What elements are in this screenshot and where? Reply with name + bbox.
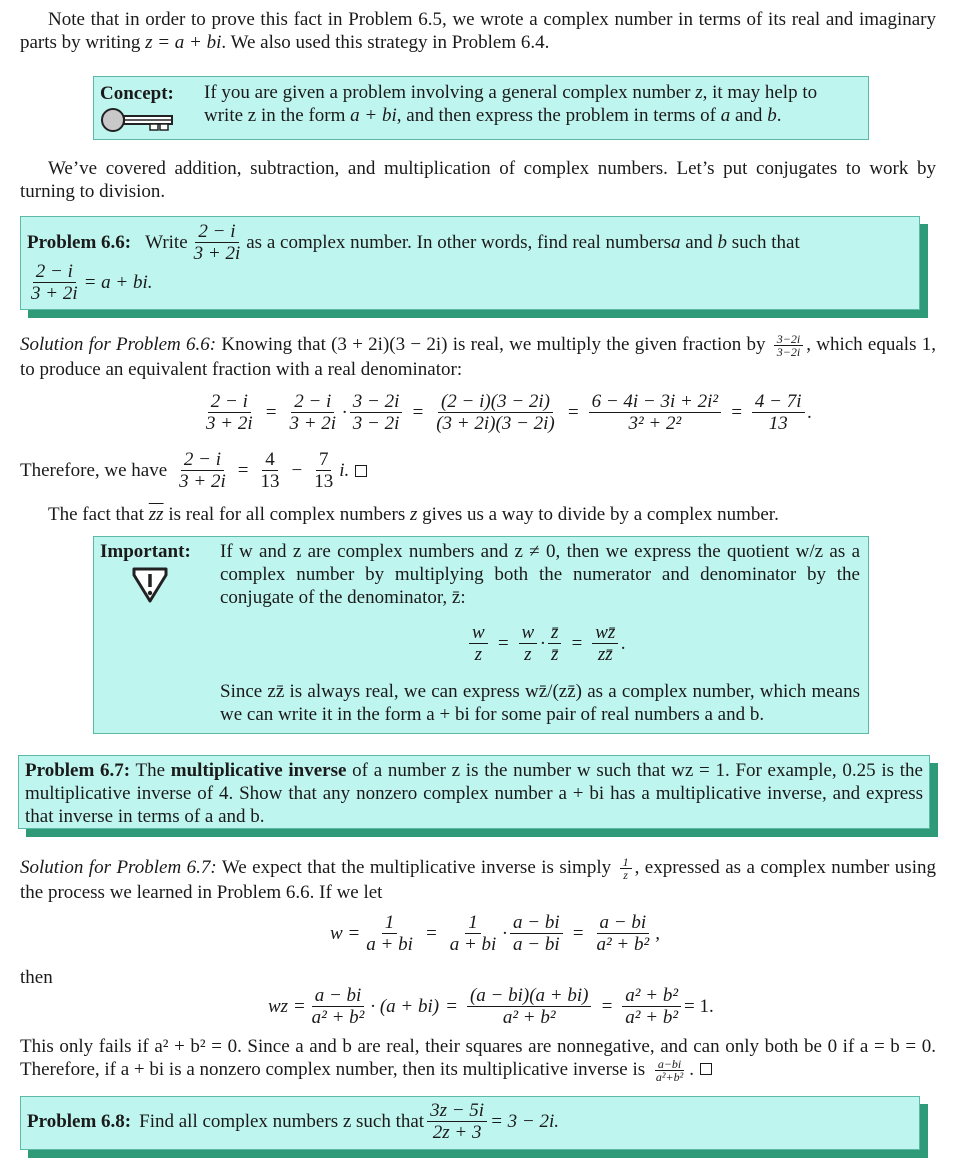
eq-fraction: [447, 912, 500, 955]
conclusion-text: This only fails if a² + b² = 0. Since a and b are real, their squares are nonnegative, and can only both be 0 if a = b = 0. Therefore, if a + bi is a nonzero complex number, then its multiplicative inverse is: [20, 1036, 936, 1080]
therefore-text: Therefore, we have: [20, 460, 168, 481]
numerator: 1: [465, 912, 481, 934]
denominator: 13: [768, 413, 788, 434]
eq-fraction: [203, 391, 256, 434]
problem-6-7-text-2: of a number z is the number w such that wz = 1. For example, 0.25 is the multiplicative inverse of 4. Show that any nonzero complex number a + bi has a multiplicative inverse, and express that inverse in terms of a and b.: [25, 760, 923, 827]
numerator: (a − bi)(a + bi): [467, 985, 592, 1007]
denominator: 3 + 2i: [31, 283, 78, 304]
denominator: 3 + 2i: [289, 413, 337, 434]
denominator: a² + b²: [596, 934, 650, 955]
wz-mid: · (a + bi): [370, 996, 440, 1017]
result-fraction: [311, 449, 336, 492]
concept-label: Concept:: [100, 83, 174, 104]
problem-6-7-term: multiplicative inverse: [170, 760, 347, 781]
problem-6-8-box: [20, 1096, 920, 1150]
eq-fraction: [752, 391, 805, 434]
problem-6-6-fraction-2: [28, 261, 81, 304]
denominator: (3 + 2i)(3 − 2i): [436, 413, 555, 434]
numerator: (2 − i)(3 − 2i): [438, 391, 553, 413]
qed-icon: [355, 465, 367, 477]
eq-fraction: [548, 622, 561, 665]
problem-6-7-text: [25, 759, 923, 828]
solution-6-6-label: Solution for Problem 6.6:: [20, 334, 217, 355]
concept-text-2: , it may help to write z in the form: [204, 82, 818, 126]
eq-fraction: [433, 391, 558, 434]
fact-text-1: The fact that: [48, 504, 149, 525]
solution-6-7-text: [20, 856, 936, 904]
concept-text-5: .: [776, 105, 782, 126]
problem-6-6-text: as a complex number. In other words, find real numbers: [246, 232, 671, 253]
denominator: 3 + 2i: [206, 413, 253, 434]
denominator: z: [524, 644, 532, 665]
numerator: a − bi: [312, 985, 365, 1007]
important-box: [93, 536, 869, 734]
numerator: 4: [262, 449, 278, 471]
problem-6-6-box: [20, 216, 920, 310]
intro-text-end: . We also used this strategy in Problem 6.4.: [221, 32, 550, 53]
numerator: a − bi: [597, 912, 650, 934]
fact-zz: $\overline{zz}$: [148, 504, 164, 525]
wz-lhs: wz =: [268, 996, 306, 1017]
intro-math: z = a + bi: [145, 32, 222, 53]
problem-6-6-fraction: [191, 221, 244, 264]
problem-6-8-label: Problem 6.8:: [27, 1111, 132, 1132]
problem-6-6-line1: [27, 221, 800, 264]
denominator: a² + b²: [311, 1007, 365, 1028]
qed-icon: [700, 1063, 712, 1075]
solution-6-7-label: Solution for Problem 6.7:: [20, 857, 217, 878]
denominator: a² + b²: [625, 1007, 679, 1028]
numerator: 2 − i: [181, 449, 224, 471]
denominator: 3² + 2²: [628, 413, 682, 434]
solution-6-6-text: [20, 333, 936, 381]
numerator: a − bi: [510, 912, 563, 934]
numerator: 7: [316, 449, 332, 471]
problem-6-7-box: [18, 755, 930, 829]
numerator: 3−2i: [774, 333, 803, 346]
denominator: a + bi: [366, 934, 413, 955]
solution-6-7-text-1: We expect that the multiplicative inverse is simply: [216, 857, 617, 878]
eq-fraction: [469, 622, 488, 665]
solution-6-6-text-2: , which equals 1, to produce an equivalent fraction with a real denominator:: [20, 334, 936, 381]
eq-fraction: [350, 391, 403, 434]
division-intro: We’ve covered addition, subtraction, and multiplication of complex numbers. Let’s put conjugates to work by turning to division.: [20, 158, 936, 202]
w-equation: w = $\frac{1}{a + bi}$ = $\frac{1}{a + bi}$ · $\frac{a - bi}{a - bi}$ = $\frac{a - bi}{\text{a² + b²}}$ ,: [330, 912, 660, 955]
key-icon: [100, 107, 176, 133]
concept-text: [204, 81, 860, 127]
numerator: 2 − i: [195, 221, 238, 243]
numerator: 1: [620, 856, 632, 869]
denominator: 3 − 2i: [352, 413, 400, 434]
solution-6-6-equation: $\frac{2 - i}{3 + 2i}$ = $\frac{2 - i}{3 + 2i}$ · $\frac{3 - 2i}{3 - 2i}$ = $\frac{(2 - i)(3 - 2i)}{(3 + 2i)(3 - 2i)}$ = $\frac{\text{6 − 4i − 3i + 2i²}}{\text{3² + 2²}}$ = $\frac{4 - 7i}{13}$ .: [200, 391, 812, 434]
denominator: 13: [260, 471, 280, 492]
numerator: 4 − 7i: [752, 391, 805, 413]
numerator: 6 − 4i − 3i + 2i²: [589, 391, 722, 413]
warning-icon: [130, 565, 170, 605]
numerator: wz̄: [592, 622, 618, 644]
numerator: 1: [382, 912, 398, 934]
intro-text: Note that in order to prove this fact in Problem 6.5, we wrote a complex number in terms of its real and imaginary parts by writing: [20, 9, 936, 53]
problem-6-6-rhs: = a + bi.: [83, 272, 153, 293]
wz-end: = 1.: [684, 996, 714, 1017]
result-suffix: i.: [339, 460, 350, 481]
important-label: Important:: [100, 541, 191, 562]
denominator: a² + b²: [502, 1007, 556, 1028]
fact-text-3: gives us a way to divide by a complex number.: [417, 504, 779, 525]
eq-fraction: [286, 391, 339, 434]
problem-6-8-rhs: = 3 − 2i.: [490, 1111, 560, 1132]
then-text: then: [20, 967, 53, 988]
eq-fraction: [363, 912, 416, 955]
denominator: z: [623, 868, 628, 883]
eq-fraction: [510, 912, 563, 955]
problem-6-6-line2: [25, 261, 153, 304]
concept-var-b: b: [767, 105, 777, 126]
important-text-2: Since zz̄ is always real, we can express wz̄/(zz̄) as a complex number, which means we can write it in the form a + bi for some pair of real numbers a and b.: [220, 681, 860, 725]
problem-6-7-text-1: The: [130, 760, 171, 781]
important-equation: $\frac{w}{z}$ = $\frac{w}{z}$ · $\frac{z̄}{z̄}$ = $\frac{wz̄}{zz̄}$ .: [466, 622, 626, 665]
var-a: a: [671, 232, 681, 253]
eq-fraction: [622, 985, 681, 1028]
solution-6-7-conclusion: This only fails if a² + b² = 0. Since a and b are real, their squares are nonnegative, and can only both be 0 if a = b = 0. Therefore, if a + bi is a nonzero complex number, then its multiplicative inverse is $\frac{a-bi}{\text{a²+b²}}$ .: [20, 1036, 936, 1085]
numerator: 3 − 2i: [350, 391, 403, 413]
problem-6-6-text-2: such that: [726, 232, 800, 253]
solution-6-7-text-2: , expressed as a complex number using the process we learned in Problem 6.6. If we let: [20, 857, 936, 904]
important-text-1: If w and z are complex numbers and z ≠ 0, then we express the quotient w/z as a complex number by multiplying both the numerator and denominator by the conjugate of the denominator, z̄:: [220, 541, 860, 608]
numerator: z̄: [548, 622, 561, 644]
denominator: 3 + 2i: [179, 471, 226, 492]
numerator: a−bi: [655, 1058, 684, 1071]
numerator: 3z − 5i: [427, 1100, 487, 1122]
fact-z: z: [409, 504, 418, 525]
fact-text-2: is real for all complex numbers: [163, 504, 410, 525]
problem-6-8-line: [27, 1100, 559, 1143]
var-b: b: [717, 232, 727, 253]
problem-6-6-write: Write: [145, 232, 188, 253]
denominator: 13: [314, 471, 334, 492]
result-fraction: [176, 449, 229, 492]
numerator: w: [469, 622, 488, 644]
and-text: and: [680, 232, 718, 253]
solution-6-6-text-1: Knowing that (3 + 2i)(3 − 2i) is real, we multiply the given fraction by: [216, 334, 771, 355]
denominator: 3 + 2i: [193, 243, 241, 264]
numerator: 2 − i: [208, 391, 251, 413]
denominator: 3−2i: [776, 345, 801, 360]
eq-fraction: [589, 391, 722, 434]
numerator: 2 − i: [291, 391, 334, 413]
denominator: z̄: [550, 644, 559, 665]
concept-box: [93, 76, 869, 140]
eq-fraction: [519, 622, 538, 665]
eq-fraction: [593, 912, 652, 955]
result-fraction: [258, 449, 283, 492]
inverse-fraction: [653, 1058, 686, 1083]
denominator: a²+b²: [655, 1070, 684, 1085]
numerator: a² + b²: [622, 985, 681, 1007]
concept-math: a + bi: [350, 105, 397, 126]
denominator: a − bi: [513, 934, 560, 955]
denominator: z: [474, 644, 483, 665]
intro-paragraph: [20, 8, 936, 54]
denominator: zz̄: [597, 644, 613, 665]
denominator: 2z + 3: [432, 1122, 482, 1143]
conjugate-fraction: [774, 333, 803, 358]
wz-equation: wz = $\frac{a - bi}{\text{a² + b²}}$ · (a + bi) = $\frac{(a - bi)(a + bi)}{\text{a² + b²}}$ = $\frac{\text{a² + b²}}{\text{a² + b²}}$ = 1.: [268, 985, 714, 1028]
problem-6-8-fraction: [427, 1100, 487, 1143]
problem-6-7-label: Problem 6.7:: [25, 760, 131, 781]
one-over-z-fraction: [620, 856, 632, 881]
solution-6-6-result: Therefore, we have $\frac{2 - i}{3 + 2i}$ = $\frac{4}{13}$ − $\frac{7}{13}$ i.: [20, 449, 367, 492]
fact-paragraph: [48, 503, 779, 526]
problem-6-8-text: Find all complex numbers z such that: [139, 1111, 425, 1132]
eq-fraction: [309, 985, 368, 1028]
numerator: 2 − i: [33, 261, 76, 283]
problem-6-6-label: Problem 6.6:: [27, 232, 132, 253]
concept-var-a: a: [720, 105, 731, 126]
eq-fraction: [467, 985, 592, 1028]
denominator: a + bi: [449, 934, 497, 955]
w-lhs: w =: [330, 923, 361, 944]
concept-text-1: If you are given a problem involving a general complex number: [204, 82, 696, 103]
concept-var-z: z: [695, 82, 703, 103]
concept-text-4: and: [730, 105, 768, 126]
eq-fraction: [592, 622, 618, 665]
concept-text-3: , and then express the problem in terms of: [396, 105, 721, 126]
numerator: w: [519, 622, 538, 644]
